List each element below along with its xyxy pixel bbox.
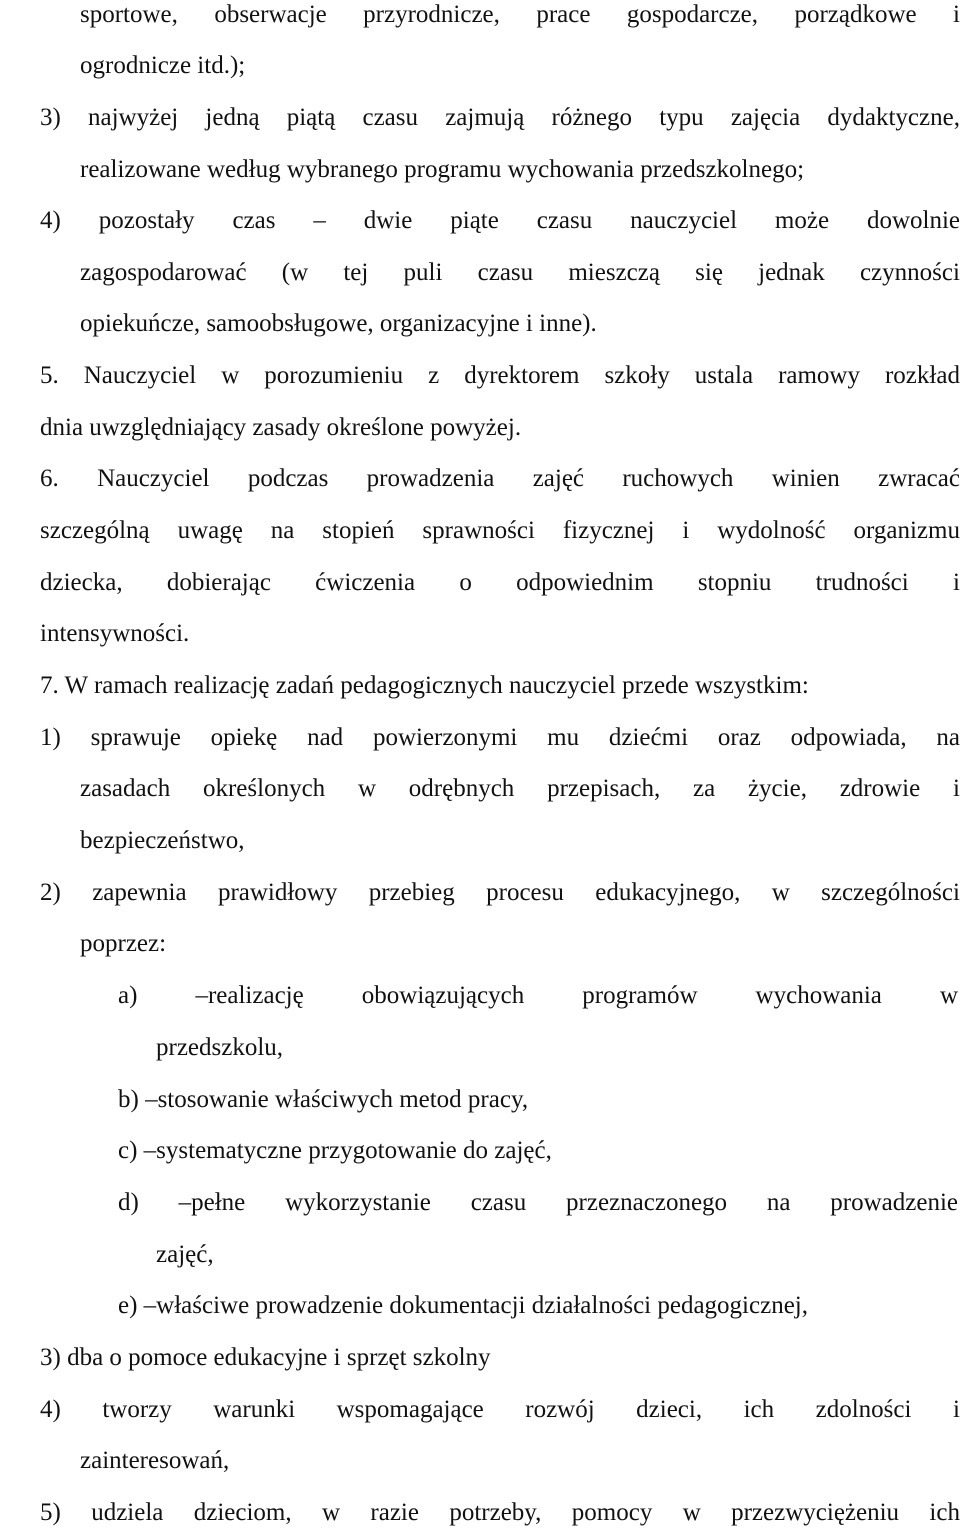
text-line: dnia uwzględniający zasady określone powyżej.: [40, 414, 522, 441]
text-line: zasadach określonych w odrębnych przepisach, za życie, zdrowie i: [80, 775, 960, 802]
text-line: 7. W ramach realizację zadań pedagogicznych nauczyciel przede wszystkim:: [40, 672, 809, 699]
text-line: a) –realizację obowiązujących programów wychowania w: [118, 982, 958, 1009]
text-line: poprzez:: [80, 930, 167, 957]
text-line: e) –właściwe prowadzenie dokumentacji działalności pedagogicznej,: [118, 1292, 808, 1319]
text-line: 4) pozostały czas – dwie piąte czasu nauczyciel może dowolnie: [40, 207, 960, 234]
text-line: zainteresowań,: [80, 1447, 230, 1474]
text-line: c) –systematyczne przygotowanie do zajęć,: [118, 1137, 552, 1164]
text-line: 5) udziela dzieciom, w razie potrzeby, pomocy w przezwyciężeniu ich: [40, 1499, 960, 1526]
text-line: zajęć,: [156, 1241, 214, 1268]
text-line: 4) tworzy warunki wspomagające rozwój dzieci, ich zdolności i: [40, 1396, 960, 1423]
text-line: opiekuńcze, samoobsługowe, organizacyjne i inne).: [80, 310, 597, 337]
text-line: przedszkolu,: [156, 1034, 284, 1061]
text-line: zagospodarować (w tej puli czasu mieszczą się jednak czynności: [80, 259, 960, 286]
text-line: 3) najwyżej jedną piątą czasu zajmują różnego typu zajęcia dydaktyczne,: [40, 104, 960, 131]
text-line: 5. Nauczyciel w porozumieniu z dyrektorem szkoły ustala ramowy rozkład: [40, 362, 960, 389]
text-line: szczególną uwagę na stopień sprawności fizycznej i wydolność organizmu: [40, 517, 960, 544]
text-line: 3) dba o pomoce edukacyjne i sprzęt szkolny: [40, 1344, 491, 1371]
text-line: dziecka, dobierając ćwiczenia o odpowiednim stopniu trudności i: [40, 569, 960, 596]
text-line: intensywności.: [40, 620, 190, 647]
text-line: 2) zapewnia prawidłowy przebieg procesu edukacyjnego, w szczególności: [40, 879, 960, 906]
text-line: d) –pełne wykorzystanie czasu przeznaczonego na prowadzenie: [118, 1189, 958, 1216]
text-line: ogrodnicze itd.);: [80, 52, 246, 79]
text-line: 6. Nauczyciel podczas prowadzenia zajęć ruchowych winien zwracać: [40, 465, 960, 492]
text-line: 1) sprawuje opiekę nad powierzonymi mu dziećmi oraz odpowiada, na: [40, 724, 960, 751]
text-line: b) –stosowanie właściwych metod pracy,: [118, 1086, 529, 1113]
text-line: sportowe, obserwacje przyrodnicze, prace gospodarcze, porządkowe i: [80, 1, 960, 28]
text-line: bezpieczeństwo,: [80, 827, 245, 854]
text-line: realizowane według wybranego programu wychowania przedszkolnego;: [80, 156, 805, 183]
